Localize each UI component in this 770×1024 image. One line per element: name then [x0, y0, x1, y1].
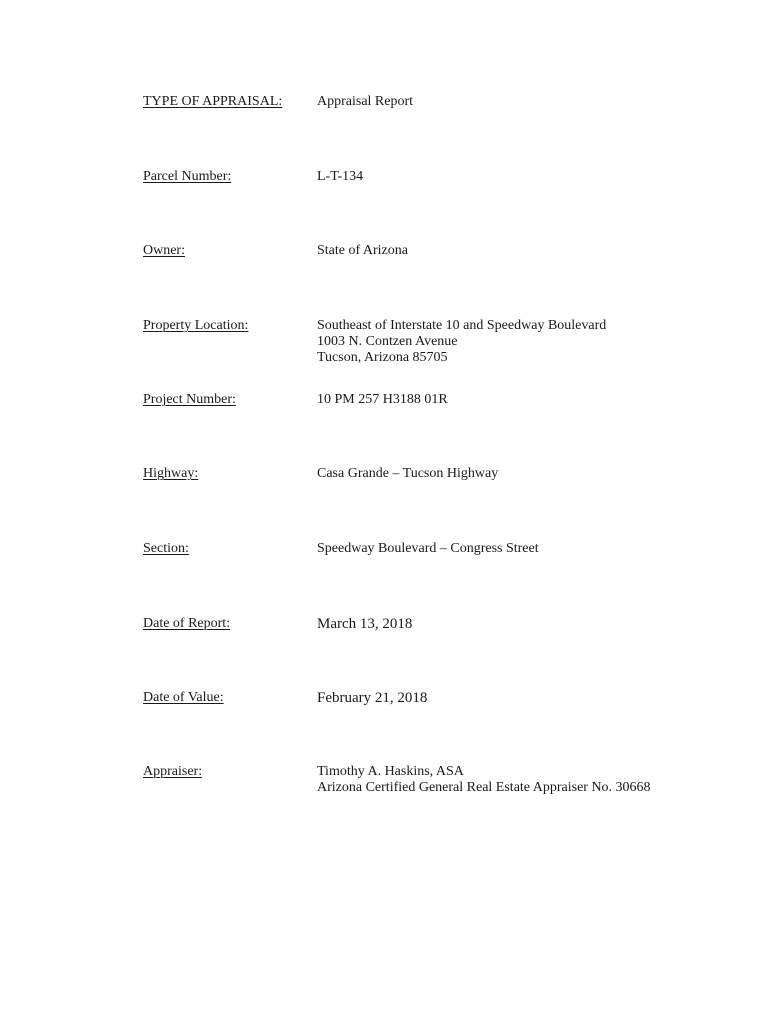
project-number-label: Project Number:: [143, 392, 236, 407]
appraiser-value: [317, 764, 651, 796]
appraiser-line-2: Arizona Certified General Real Estate Appraiser No. 30668: [317, 780, 651, 795]
type-of-appraisal-label: TYPE OF APPRAISAL:: [143, 94, 283, 109]
appraiser-line-1: Timothy A. Haskins, ASA: [317, 764, 464, 779]
property-location-value: [317, 318, 606, 366]
highway-value: Casa Grande – Tucson Highway: [317, 466, 499, 481]
date-of-value-value: February 21, 2018: [317, 690, 428, 706]
parcel-number-label: Parcel Number:: [143, 169, 232, 184]
section-label: Section:: [143, 541, 189, 556]
project-number-value: 10 PM 257 H3188 01R: [317, 392, 448, 407]
parcel-number-value: L-T-134: [317, 169, 364, 184]
date-of-report-label: Date of Report:: [143, 616, 231, 631]
property-location-line-2: 1003 N. Contzen Avenue: [317, 334, 458, 349]
date-of-report-value: March 13, 2018: [317, 616, 413, 632]
property-location-line-1: Southeast of Interstate 10 and Speedway Boulevard: [317, 318, 607, 333]
highway-label: Highway:: [143, 466, 199, 481]
property-location-label: Property Location:: [143, 318, 249, 333]
type-of-appraisal-value: Appraisal Report: [317, 94, 414, 109]
appraiser-label: Appraiser:: [143, 764, 203, 779]
owner-label: Owner:: [143, 243, 185, 258]
section-value: Speedway Boulevard – Congress Street: [317, 541, 539, 556]
property-location-line-3: Tucson, Arizona 85705: [317, 350, 448, 365]
owner-value: State of Arizona: [317, 243, 408, 258]
date-of-value-label: Date of Value:: [143, 690, 224, 705]
